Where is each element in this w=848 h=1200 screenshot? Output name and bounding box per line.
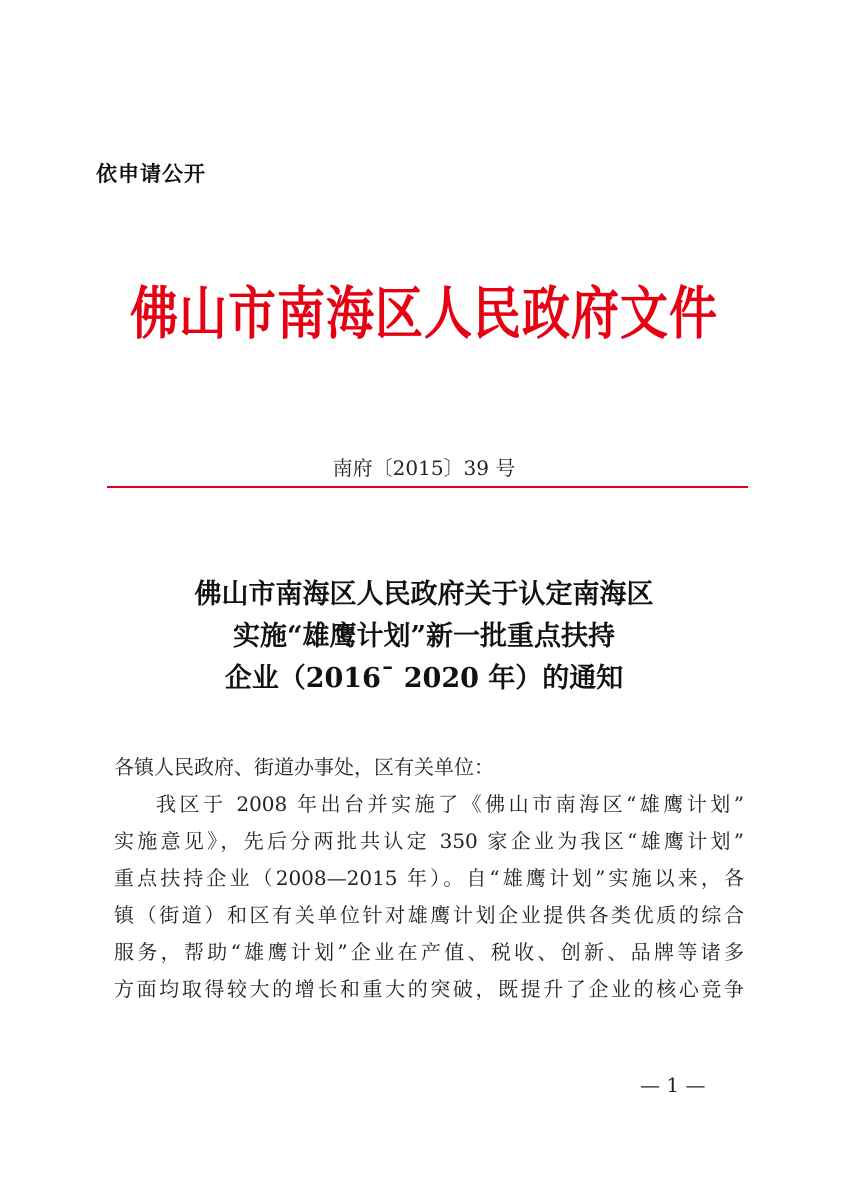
disclosure-label: 依申请公开 (96, 162, 206, 186)
page-number: — 1 — (640, 1073, 706, 1097)
masthead-title: 佛山市南海区人民政府文件 (129, 280, 718, 348)
title-line-3: 企业（2016¯ 2020 年）的通知 (224, 663, 624, 694)
document-body (114, 749, 744, 1008)
body-line: 实施意见》，先后分两批共认定 350 家企业为我区“雄鹰计划” (114, 829, 744, 853)
body-paragraph (114, 786, 744, 1008)
salutation: 各镇人民政府、街道办事处，区有关单位： (114, 755, 494, 779)
body-line: 镇（街道）和区有关单位针对雄鹰计划企业提供各类优质的综合 (114, 903, 744, 927)
body-line: 我区于 2008 年出台并实施了《佛山市南海区“雄鹰计划” (156, 792, 744, 816)
notice-title (0, 574, 848, 700)
red-separator-line (107, 486, 748, 488)
body-line: 服务，帮助“雄鹰计划”企业在产值、税收、创新、品牌等诸多 (114, 940, 744, 964)
body-line: 重点扶持企业（2008—2015 年）。自“雄鹰计划”实施以来，各 (114, 866, 744, 890)
document-number: 南府〔2015〕39 号 (332, 456, 516, 480)
title-line-1: 佛山市南海区人民政府关于认定南海区 (194, 579, 654, 610)
title-line-2: 实施“雄鹰计划”新一批重点扶持 (232, 621, 616, 652)
body-line: 方面均取得较大的增长和重大的突破，既提升了企业的核心竞争 (114, 977, 744, 1001)
